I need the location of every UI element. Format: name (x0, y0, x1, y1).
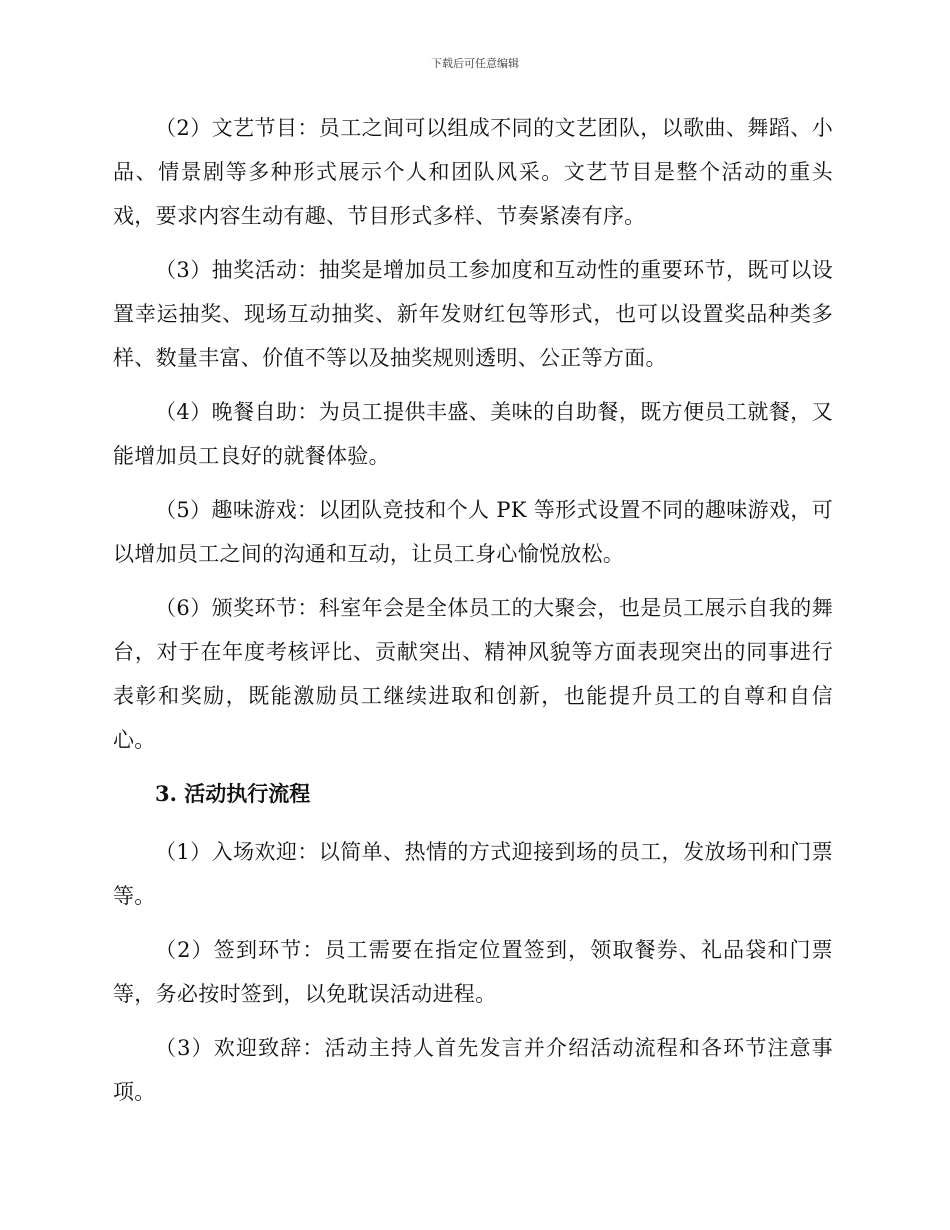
document-body (113, 106, 833, 1124)
paragraph-welcome-speech: （3）欢迎致辞：活动主持人首先发言并介绍活动流程和各环节注意事项。 (113, 1036, 833, 1104)
paragraph-buffet-dinner: （4）晚餐自助：为员工提供丰盛、美味的自助餐，既方便员工就餐，又能增加员工良好的就餐体验。 (113, 400, 833, 468)
paragraph-awards: （6）颁奖环节：科室年会是全体员工的大聚会，也是员工展示自我的舞台，对于在年度考核评比、贡献突出、精神风貌等方面表现突出的同事进行表彰和奖励，既能激励员工继续进取和创新，也能提升员工的自尊和自信心。 (113, 596, 833, 752)
paragraph-entrance-welcome: （1）入场欢迎：以简单、热情的方式迎接到场的员工，发放场刊和门票等。 (113, 840, 833, 908)
paragraph-lottery: （3）抽奖活动：抽奖是增加员工参加度和互动性的重要环节，既可以设置幸运抽奖、现场互动抽奖、新年发财红包等形式，也可以设置奖品种类多样、数量丰富、价值不等以及抽奖规则透明、公正等方面。 (113, 258, 833, 370)
paragraph-sign-in: （2）签到环节：员工需要在指定位置签到，领取餐券、礼品袋和门票等，务必按时签到，以免耽误活动进程。 (113, 938, 833, 1006)
paragraph-fun-games: （5）趣味游戏：以团队竞技和个人 PK 等形式设置不同的趣味游戏，可以增加员工之间的沟通和互动，让员工身心愉悦放松。 (113, 498, 833, 566)
section-heading: 3. 活动执行流程 (155, 781, 311, 806)
paragraph-literary-program: （2）文艺节目：员工之间可以组成不同的文艺团队，以歌曲、舞蹈、小品、情景剧等多种形式展示个人和团队风采。文艺节目是整个活动的重头戏，要求内容生动有趣、节目形式多样、节奏紧凑有序。 (113, 116, 833, 228)
page-header: 下载后可任意编辑 (431, 57, 519, 70)
